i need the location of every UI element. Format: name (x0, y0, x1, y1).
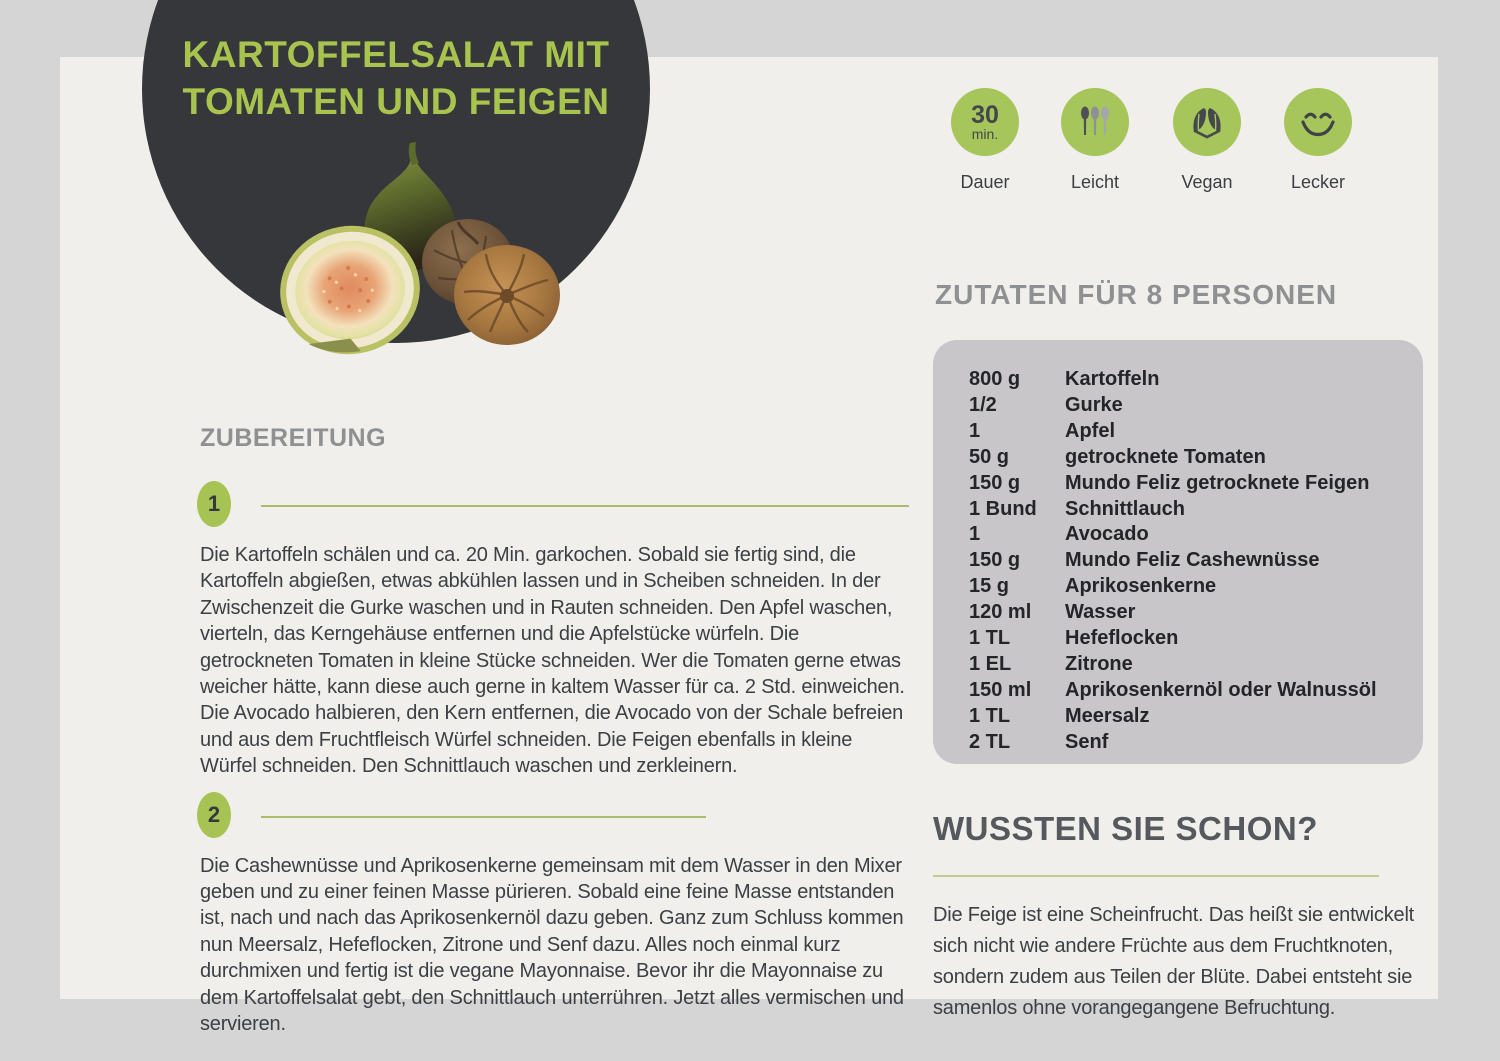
badge-label-dauer: Dauer (960, 172, 1010, 192)
step-header (197, 481, 909, 527)
step-header (197, 792, 909, 838)
ingredient-amount: 120 ml (969, 601, 1032, 624)
ingredient-amount: 1 (969, 419, 981, 442)
step-number-badge: 1 (197, 481, 231, 527)
ingredient-name: Zitrone (1065, 652, 1133, 675)
page-title-line-2: TOMATEN UND FEIGEN (182, 81, 610, 122)
ingredient-row (969, 704, 1403, 730)
badge-label-leicht: Leicht (1070, 172, 1120, 192)
spoons-icon (1061, 88, 1129, 156)
ingredient-amount: 1 Bund (969, 497, 1037, 520)
ingredient-amount: 150 g (969, 471, 1021, 494)
ingredient-row (969, 471, 1403, 497)
fact-heading: WUSSTEN SIE SCHON? (933, 810, 1318, 847)
step-number-badge: 2 (197, 792, 231, 838)
ingredient-row (969, 652, 1403, 678)
page-title-line-1: KARTOFFELSALAT MIT (182, 34, 610, 75)
ingredient-row (969, 393, 1403, 419)
ingredient-row (969, 548, 1403, 574)
ingredient-row (969, 626, 1403, 652)
ingredient-row (969, 730, 1403, 756)
ingredient-amount: 1 EL (969, 652, 1012, 675)
ingredient-name: Wasser (1065, 601, 1136, 624)
duration-unit: min. (971, 125, 999, 142)
ingredient-name: Senf (1065, 730, 1109, 753)
duration-value: 30 (971, 100, 999, 129)
ingredient-amount: 1 TL (969, 627, 1011, 650)
badge-label-lecker: Lecker (1290, 172, 1346, 192)
preparation-step (197, 481, 909, 780)
ingredient-name: getrocknete Tomaten (1065, 445, 1266, 468)
step-divider-line (261, 816, 706, 818)
step-text: Die Cashewnüsse und Aprikosenkerne gemeinsam mit dem Wasser in den Mixer geben und zu einer feinen Masse pürieren. Sobald eine feine Masse entstanden ist, nach und nach das Aprikosenkernöl dazu geben. Ganz zum Schluss kommen nun Meersalz, Hefeflocken, Zitrone und Senf dazu. Alles noch einmal kurz durchmixen und fertig ist die vegane Mayonnaise. Bevor ihr die Mayonnaise zu dem Kartoffelsalat gebt, den Schnittlauch unterrühren. Jetzt alles vermischen und servieren. (200, 854, 904, 1036)
badge-label-vegan: Vegan (1181, 172, 1233, 192)
ingredient-amount: 150 ml (969, 678, 1032, 701)
badge-difficulty (1040, 88, 1150, 193)
ingredient-row (969, 522, 1403, 548)
page-title (142, 31, 650, 125)
ingredient-amount: 1/2 (969, 393, 997, 416)
ingredient-amount: 1 TL (969, 704, 1011, 727)
ingredient-row (969, 600, 1403, 626)
smiley-icon (1284, 88, 1352, 156)
ingredient-name: Aprikosenkernöl oder Walnussöl (1065, 678, 1377, 701)
badge-vegan (1152, 88, 1262, 193)
ingredient-row (969, 678, 1403, 704)
ingredient-name: Mundo Feliz getrocknete Feigen (1065, 471, 1370, 494)
ingredient-amount: 50 g (969, 445, 1010, 468)
ingredient-name: Hefeflocken (1065, 627, 1179, 650)
badge-duration (930, 88, 1040, 193)
ingredient-name: Meersalz (1065, 704, 1150, 727)
preparation-steps (197, 481, 909, 1038)
ingredient-name: Mundo Feliz Cashewnüsse (1065, 549, 1320, 572)
ingredient-amount: 800 g (969, 368, 1021, 390)
duration-badge-icon (951, 88, 1019, 156)
ingredient-amount: 1 (969, 523, 981, 546)
ingredient-row (969, 367, 1403, 393)
ingredient-name: Schnittlauch (1065, 497, 1186, 520)
preparation-heading: ZUBEREITUNG (200, 424, 387, 452)
figs-photo (272, 140, 572, 358)
step-text: Die Kartoffeln schälen und ca. 20 Min. garkochen. Sobald sie fertig sind, die Kartoffeln abgießen, etwas abkühlen lassen und in Scheiben schneiden. In der Zwischenzeit die Gurke waschen und in Rauten schneiden. Den Apfel waschen, vierteln, das Kerngehäuse entfernen und die Apfelstücke würfeln. Die getrockneten Tomaten in kleine Stücke schneiden. Wer die Tomaten gerne etwas weicher hätte, kann diese auch gerne in kaltem Wasser für ca. 2 Std. einweichen. Die Avocado halbieren, den Kern entfernen, die Avocado von der Schale befreien und aus dem Fruchtfleisch Würfel schneiden. Die Feigen ebenfalls in kleine Würfel schneiden. Den Schnittlauch waschen und zerkleinern. (200, 544, 905, 778)
badge-taste (1263, 88, 1373, 193)
ingredient-amount: 15 g (969, 575, 1010, 598)
step-divider-line (261, 505, 909, 507)
fact-text: Die Feige ist eine Scheinfrucht. Das heißt sie entwickelt sich nicht wie andere Früchte aus dem Fruchtknoten, sondern zudem aus Teilen der Blüte. Dabei entsteht sie samenlos ohne vorangegangene Befruchtung. (933, 904, 1415, 1019)
ingredient-name: Avocado (1065, 523, 1149, 546)
ingredients-box (933, 340, 1423, 764)
ingredient-row (969, 574, 1403, 600)
ingredient-row (969, 497, 1403, 523)
ingredient-name: Kartoffeln (1065, 368, 1160, 390)
ingredient-name: Gurke (1065, 393, 1123, 416)
vegan-leaves-icon (1173, 88, 1241, 156)
ingredient-name: Apfel (1065, 419, 1115, 442)
ingredient-row (969, 445, 1403, 471)
ingredient-row (969, 419, 1403, 445)
preparation-step (197, 792, 909, 1038)
ingredient-amount: 150 g (969, 549, 1021, 572)
ingredients-heading: ZUTATEN FÜR 8 PERSONEN (935, 279, 1338, 310)
ingredient-amount: 2 TL (969, 730, 1011, 753)
ingredient-name: Aprikosenkerne (1065, 575, 1217, 598)
fact-divider-line (933, 875, 1379, 877)
